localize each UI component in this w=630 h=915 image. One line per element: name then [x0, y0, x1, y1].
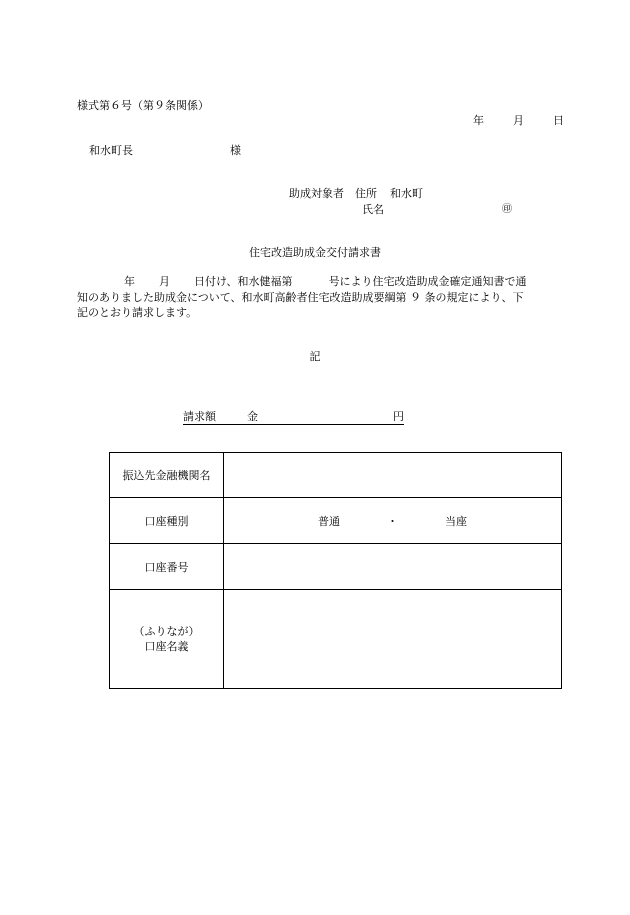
applicant-label: 助成対象者	[289, 187, 344, 200]
account-type-separator: ・	[387, 514, 398, 528]
table-row	[110, 544, 562, 590]
applicant-address-line	[289, 187, 423, 201]
table-row	[110, 498, 562, 544]
institution-field[interactable]	[224, 453, 562, 498]
body-line-1-rest: 号により住宅改造助成金確定通知書で通	[328, 275, 527, 288]
amount-label: 請求額	[183, 410, 216, 423]
body-line-2: 知のありました助成金について、和水町高齢者住宅改造助成要綱第 ９ 条の規定により、下	[77, 290, 524, 304]
account-number-label: 口座番号	[110, 544, 224, 590]
form-number: 様式第６号（第９条関係）	[77, 99, 209, 112]
amount-suffix: 円	[393, 410, 404, 423]
table-row	[110, 453, 562, 498]
account-number-field[interactable]	[224, 544, 562, 590]
account-type-option-futsu[interactable]: 普通	[318, 514, 340, 528]
account-type-label: 口座種別	[110, 498, 224, 544]
institution-label: 振込先金融機関名	[110, 453, 224, 498]
date-line	[473, 114, 564, 128]
addressee-honorific: 様	[230, 144, 241, 157]
seal-mark: ㊞	[502, 204, 512, 215]
bank-info-table	[109, 452, 562, 689]
body-month: 月	[159, 275, 170, 288]
amount-underline	[183, 410, 404, 425]
account-holder-field[interactable]	[224, 590, 562, 689]
body-paragraph	[77, 274, 553, 321]
amount-prefix: 金	[247, 410, 258, 423]
account-type-field[interactable]	[224, 498, 562, 544]
ki-heading: 記	[309, 350, 321, 363]
account-holder-label: 口座名義	[144, 640, 189, 653]
addressee	[89, 144, 241, 158]
body-line-3: 記のとおり請求します。	[77, 306, 198, 319]
address-value: 和水町	[390, 187, 423, 200]
date-month: 月	[513, 114, 524, 127]
table-row	[110, 590, 562, 689]
address-label: 住所	[355, 187, 377, 200]
name-label: 氏名	[362, 203, 384, 216]
body-line-1	[77, 274, 553, 290]
amount-line	[183, 410, 404, 425]
addressee-name: 和水町長	[89, 144, 133, 157]
account-holder-label-cell	[110, 590, 224, 689]
body-date-suffix: 日付け、和水健福第	[194, 275, 293, 288]
furigana-label: （ふりなが）	[133, 625, 200, 638]
account-type-option-toza[interactable]: 当座	[445, 514, 467, 528]
document-title: 住宅改造助成金交付請求書	[249, 246, 381, 259]
date-day: 日	[553, 114, 564, 127]
date-year: 年	[473, 114, 484, 127]
body-year: 年	[124, 275, 135, 288]
